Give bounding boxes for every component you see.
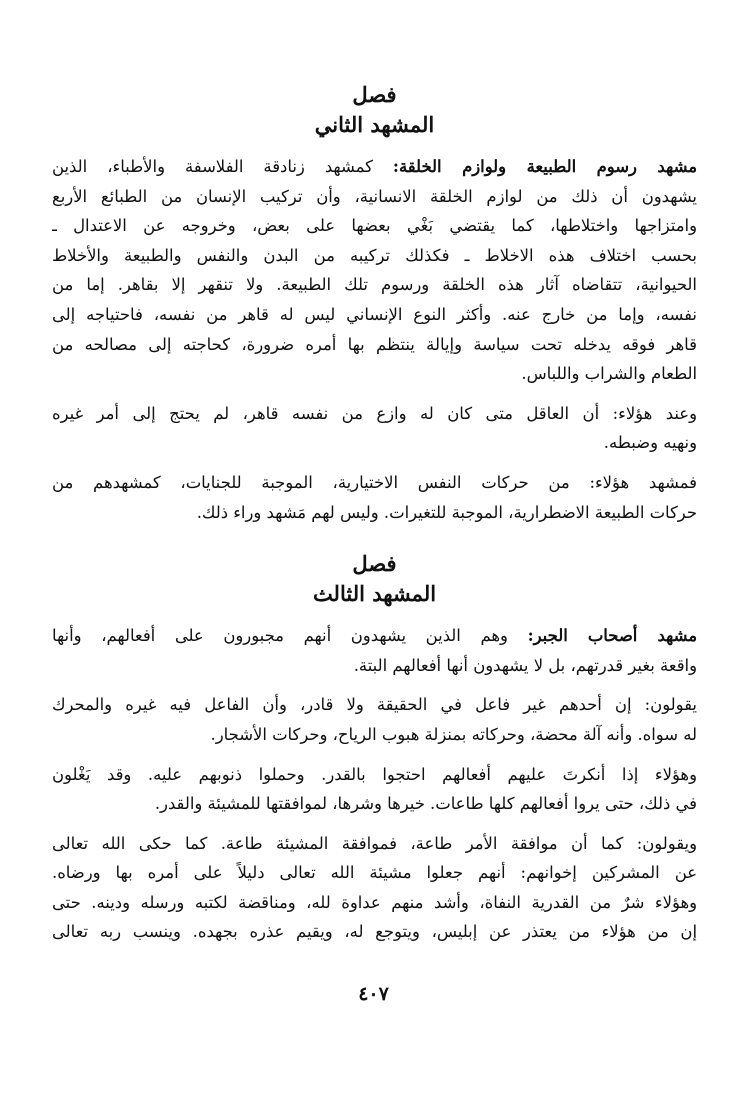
section-2-title: فصل xyxy=(352,551,397,577)
text-line: وامتزاجها واختلاطها، كما يقتضي بَغْي بعضها على بعض، وخروجه عن الاعتدال ـ xyxy=(52,216,697,236)
paragraph xyxy=(52,152,697,389)
paragraph xyxy=(52,760,697,819)
text-line: قاهر فوقه يدخله تحت سياسة وإيالة ينتظم بها أمره ضرورة، كحاجته إلى مصالحه من xyxy=(52,334,697,354)
paragraph-lead: مشهد أصحاب الجبر: xyxy=(527,626,697,646)
text-line: حركات الطبيعة الاضطرارية، الموجبة للتغيرات. وليس لهم مَشهد وراء ذلك. xyxy=(196,502,697,522)
text-line: بحسب اختلاف هذه الاخلاط ـ فكذلك تركيبه من البدن والنفس والطبيعة والأخلاط xyxy=(52,245,697,265)
text-line: له سواه. وأنه آلة محضة، وحركاته بمنزلة هبوب الرياح، وحركات الأشجار. xyxy=(210,724,697,744)
section-2-subtitle: المشهد الثالث xyxy=(312,581,437,607)
text-line: واقعة بغير قدرتهم، بل لا يشهدون أنها أفعالهم البتة. xyxy=(353,655,697,675)
text-line: يشهدون أن ذلك من لوازم الخلقة الانسانية، وأن تركيب الإنسان من الطبائع الأربع xyxy=(52,186,697,206)
text-line: الحيوانية، تتقاضاه آثار هذه الخلقة ورسوم تلك الطبيعة. ولا تنقهر إلا بقاهر. إما من xyxy=(52,275,697,295)
section-1-title: فصل xyxy=(352,82,397,107)
page-number: ٤٠٧ xyxy=(358,983,389,1005)
text-line: يقولون: إن أحدهم غير فاعل في الحقيقة ولا قادر، وأن الفاعل فيه غيره والمحرك xyxy=(52,695,697,715)
paragraph xyxy=(52,690,697,749)
text-line: نفسه، وإما من خارج عنه. وأكثر النوع الإنساني ليس له قاهر من نفسه، فاحتياجه إلى xyxy=(52,304,697,324)
paragraph xyxy=(52,399,697,458)
text-line: ويقولون: كما أن موافقة الأمر طاعة، فموافقة المشيئة طاعة. كما حكى الله تعالى xyxy=(52,833,697,853)
text-line: وهؤلاء شرٌ من القدرية النفاة، وأشد منهم عداوة لله، ومناقضة لكتبه ورسله ودينه. حتى xyxy=(52,892,697,912)
text-line: إن من هؤلاء من يعتذر عن إبليس، ويتوجع له، ويقيم عذره بجهده. وينسب ربه تعالى xyxy=(52,922,697,942)
text-line: وهؤلاء إذا أنكرتَ عليهم أفعالهم احتجوا بالقدر. وحملوا ذنوبهم عليه. وقد يَغْلون xyxy=(52,764,697,784)
text-line: الطعام والشراب واللباس. xyxy=(521,364,697,384)
text-line: فمشهد هؤلاء: من حركات النفس الاختيارية، الموجبة للجنايات، كمشهدهم من xyxy=(52,472,697,492)
paragraph xyxy=(52,621,697,680)
text-line: مشهد رسوم الطبيعة ولوازم الخلقة: كمشهد زنادقة الفلاسفة والأطباء، الذين xyxy=(52,157,697,176)
paragraph xyxy=(52,468,697,527)
text-line: في ذلك، حتى يروا أفعالهم كلها طاعات. خيرها وشرها، لموافقتها للمشيئة والقدر. xyxy=(154,794,697,814)
text-line: عن المشركين إخوانهم: أنهم جعلوا مشيئة الله تعالى دليلاً على أمره بها ورضاه. xyxy=(52,863,697,883)
paragraph xyxy=(52,829,697,947)
text-line: وعند هؤلاء: أن العاقل متى كان له وازع من نفسه قاهر، لم يحتج إلى أمر غيره xyxy=(52,403,697,423)
text-line: ونهيه وضبطه. xyxy=(603,433,697,453)
paragraph-lead: مشهد رسوم الطبيعة ولوازم الخلقة: xyxy=(392,157,697,176)
text-line: مشهد أصحاب الجبر: وهم الذين يشهدون أنهم مجبورون على أفعالهم، وأنها xyxy=(52,626,697,646)
section-1-subtitle: المشهد الثاني xyxy=(314,112,435,137)
